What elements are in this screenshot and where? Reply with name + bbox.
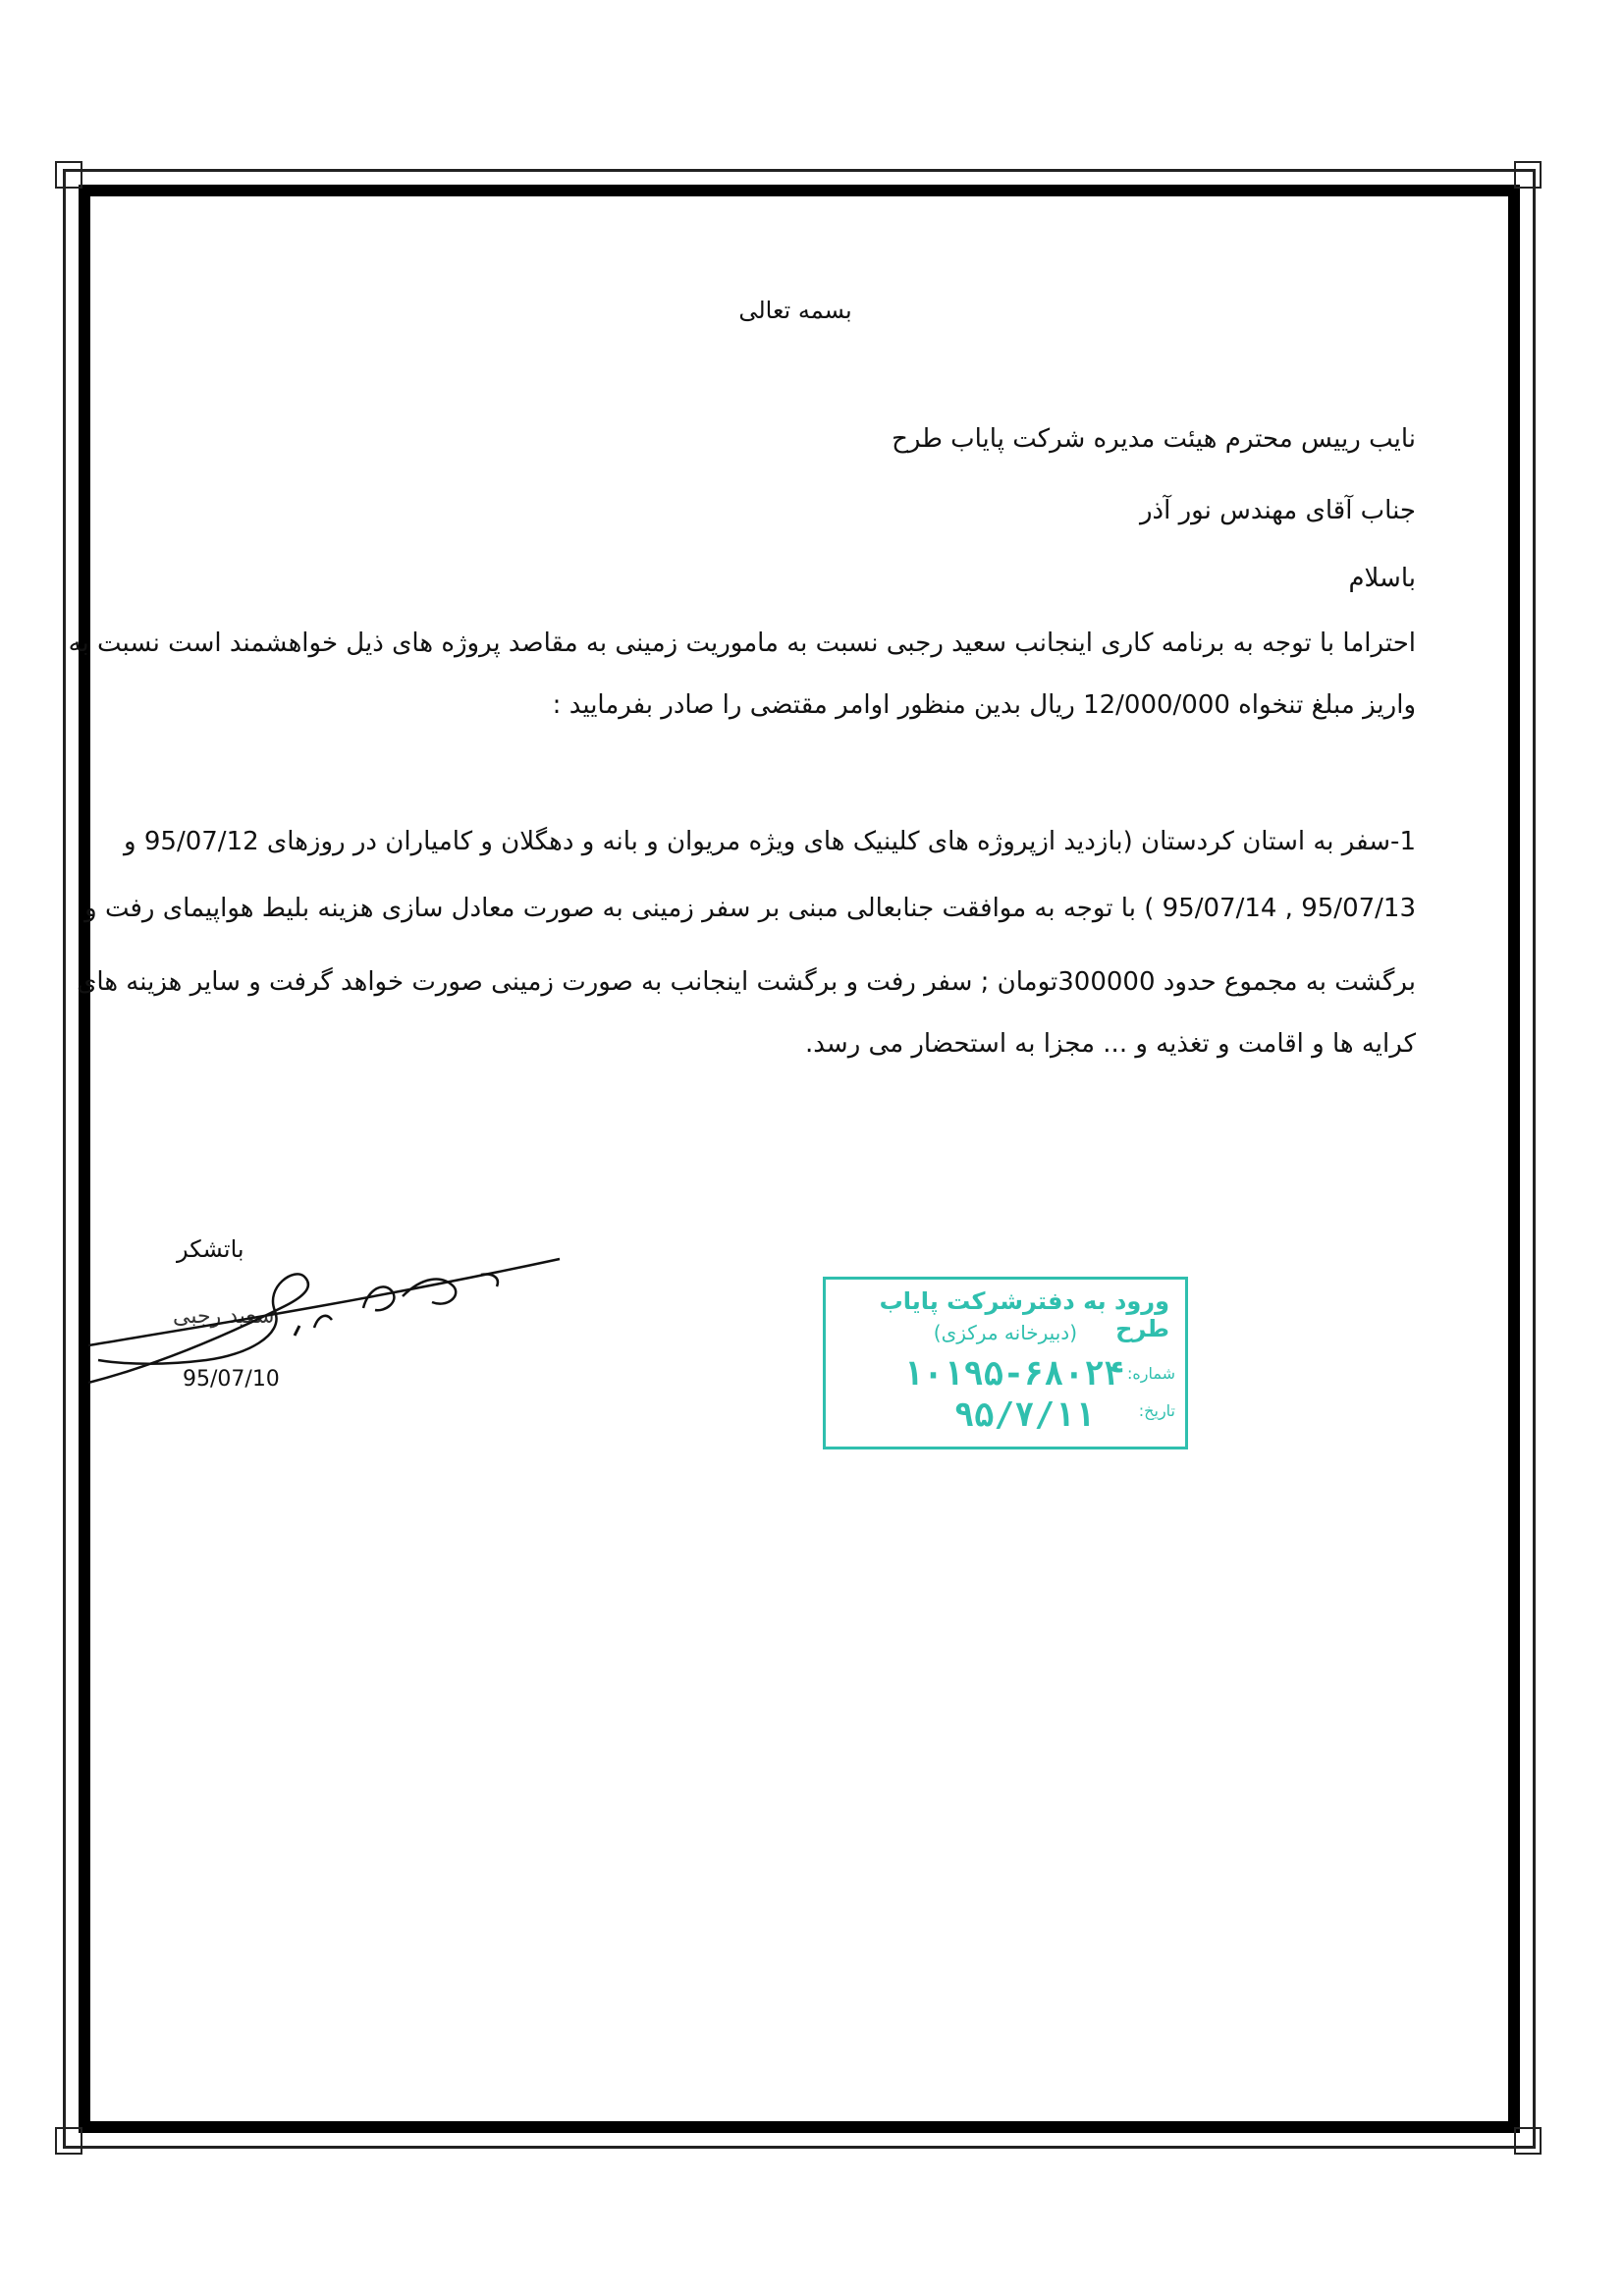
item-line: برگشت به مجموع حدود 300000تومان ; سفر رفت و برگشت اینجانب به صورت زمینی صورت خواهد گرفت و سایر هزینه های <box>77 967 1416 997</box>
signer-name: سعید رجبی <box>173 1304 275 1329</box>
stamp-number-label: شماره: <box>1126 1364 1175 1383</box>
closing-text: باتشکر <box>177 1235 244 1263</box>
signature-date: 95/07/10 <box>183 1367 280 1392</box>
letter-heading: بسمه تعالی <box>738 297 852 324</box>
receipt-stamp <box>823 1277 1188 1449</box>
stamp-date-label: تاریخ: <box>1138 1401 1175 1420</box>
item-line: کرایه ها و اقامت و تغذیه و ... مجزا به استحضار می رسد. <box>805 1029 1416 1059</box>
corner-ornament <box>1514 2127 1542 2155</box>
addressee-line: نایب رییس محترم هیئت مدیره شرکت پایاب طرح <box>892 424 1416 454</box>
stamp-title: ورود به دفترشرکت پایاب طرح <box>879 1287 1169 1342</box>
recipient-line: جناب آقای مهندس نور آذر <box>1139 496 1416 525</box>
handwritten-signature <box>69 1218 579 1394</box>
body-line: احتراما با توجه به برنامه کاری اینجانب سعید رجبی نسبت به ماموریت زمینی به مقاصد پروژه های ذیل خواهشمند است نسبت به <box>68 629 1416 658</box>
corner-ornament <box>55 2127 82 2155</box>
greeting-line: باسلام <box>1348 564 1416 593</box>
body-line: واریز مبلغ تنخواه 12/000/000 ریال بدین منظور اوامر مقتضی را صادر بفرمایید : <box>552 690 1416 720</box>
stamp-subtitle: (دبیرخانه مرکزی) <box>933 1321 1077 1344</box>
item-line: 1-سفر به استان کردستان (بازدید ازپروژه های کلینیک های ویژه مریوان و بانه و دهگلان و کامیاران در روزهای 95/07/12 و <box>124 827 1416 856</box>
inner-frame <box>79 185 1520 2133</box>
item-line: 95/07/13 , 95/07/14 ) با توجه به موافقت جنابعالی مبنی بر سفر زمینی به صورت معادل سازی هزینه بلیط هواپیمای رفت و <box>84 894 1416 923</box>
stamp-date-value: ۹۵/۷/۱۱ <box>953 1395 1095 1435</box>
corner-ornament <box>1514 161 1542 189</box>
corner-ornament <box>55 161 82 189</box>
stamp-number-value: ۱۰۱۹۵-۶۸۰۲۴ <box>902 1354 1124 1394</box>
